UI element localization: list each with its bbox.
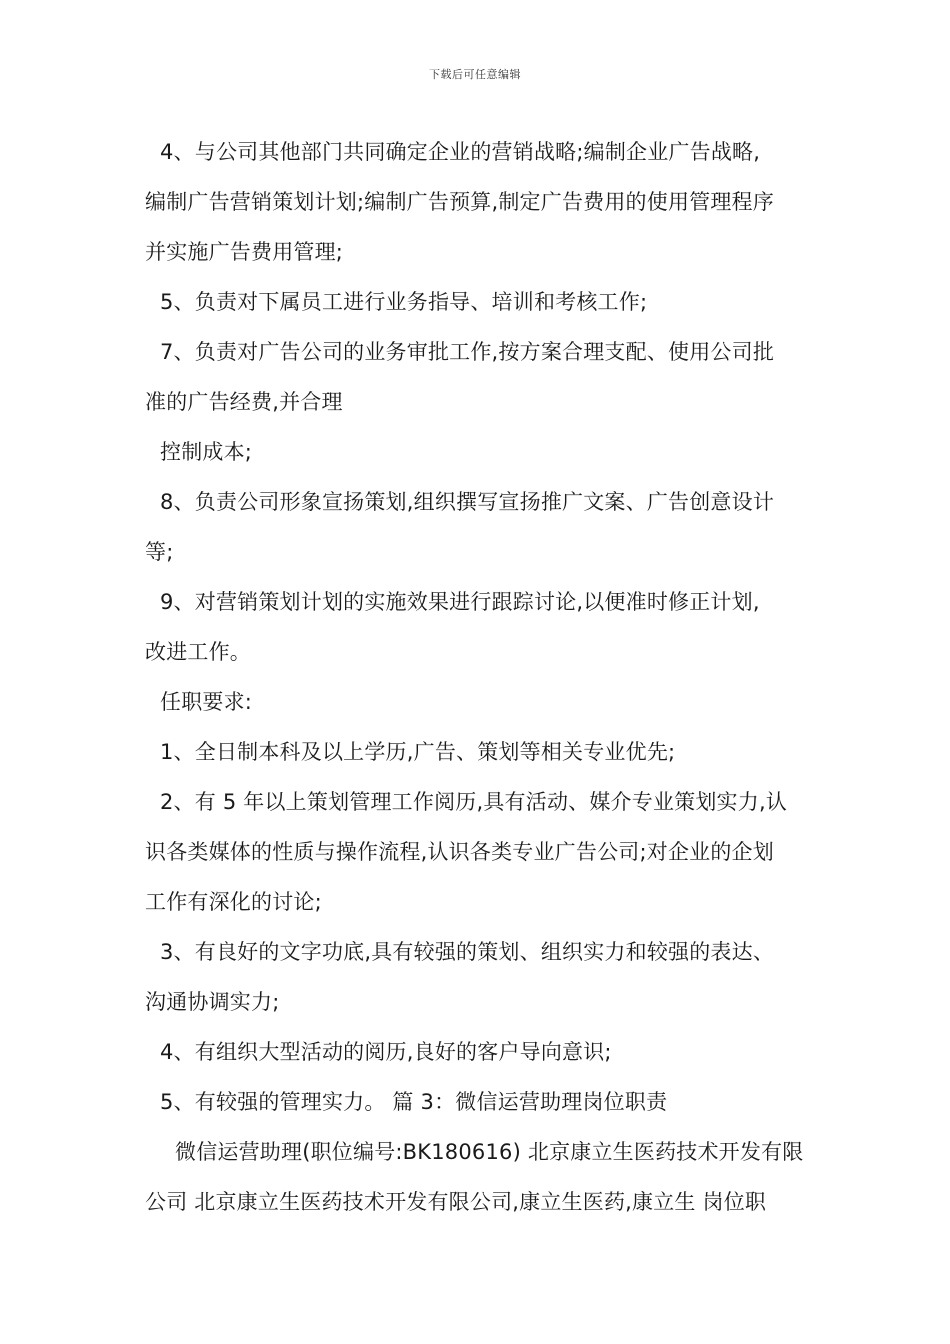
text-line: 工作有深化的讨论; <box>145 890 322 914</box>
text-line: 控制成本; <box>160 440 253 464</box>
text-line: 8、负责公司形象宣扬策划,组织撰写宣扬推广文案、广告创意设计 <box>160 490 775 514</box>
text-line: 9、对营销策划计划的实施效果进行跟踪讨论,以便准时修正计划, <box>160 590 760 614</box>
text-line: 5、负责对下属员工进行业务指导、培训和考核工作; <box>160 290 648 314</box>
text-line: 公司 北京康立生医药技术开发有限公司,康立生医药,康立生 岗位职 <box>145 1190 767 1214</box>
text-line: 准的广告经费,并合理 <box>145 390 343 414</box>
text-line: 4、与公司其他部门共同确定企业的营销战略;编制企业广告战略, <box>160 140 761 164</box>
text-line: 7、负责对广告公司的业务审批工作,按方案合理支配、使用公司批 <box>160 340 775 364</box>
text-line: 2、有 5 年以上策划管理工作阅历,具有活动、媒介专业策划实力,认 <box>160 790 788 814</box>
text-line: 识各类媒体的性质与操作流程,认识各类专业广告公司;对企业的企划 <box>145 840 774 864</box>
text-line: 并实施广告费用管理; <box>145 240 344 264</box>
text-line: 3、有良好的文字功底,具有较强的策划、组织实力和较强的表达、 <box>160 940 775 964</box>
text-line: 改进工作。 <box>145 640 251 664</box>
page-header: 下载后可任意编辑 <box>429 68 521 81</box>
text-line: 5、有较强的管理实力。 篇 3：微信运营助理岗位职责 <box>160 1090 668 1114</box>
text-line: 微信运营助理(职位编号:BK180616) 北京康立生医药技术开发有限 <box>175 1140 804 1164</box>
text-line: 沟通协调实力; <box>145 990 280 1014</box>
document-body <box>145 127 810 1227</box>
text-line: 编制广告营销策划计划;编制广告预算,制定广告费用的使用管理程序 <box>145 190 774 214</box>
text-line: 1、全日制本科及以上学历,广告、策划等相关专业优先; <box>160 740 676 764</box>
text-line: 4、有组织大型活动的阅历,良好的客户导向意识; <box>160 1040 612 1064</box>
section-heading: 任职要求: <box>160 690 253 714</box>
text-line: 等; <box>145 540 174 564</box>
